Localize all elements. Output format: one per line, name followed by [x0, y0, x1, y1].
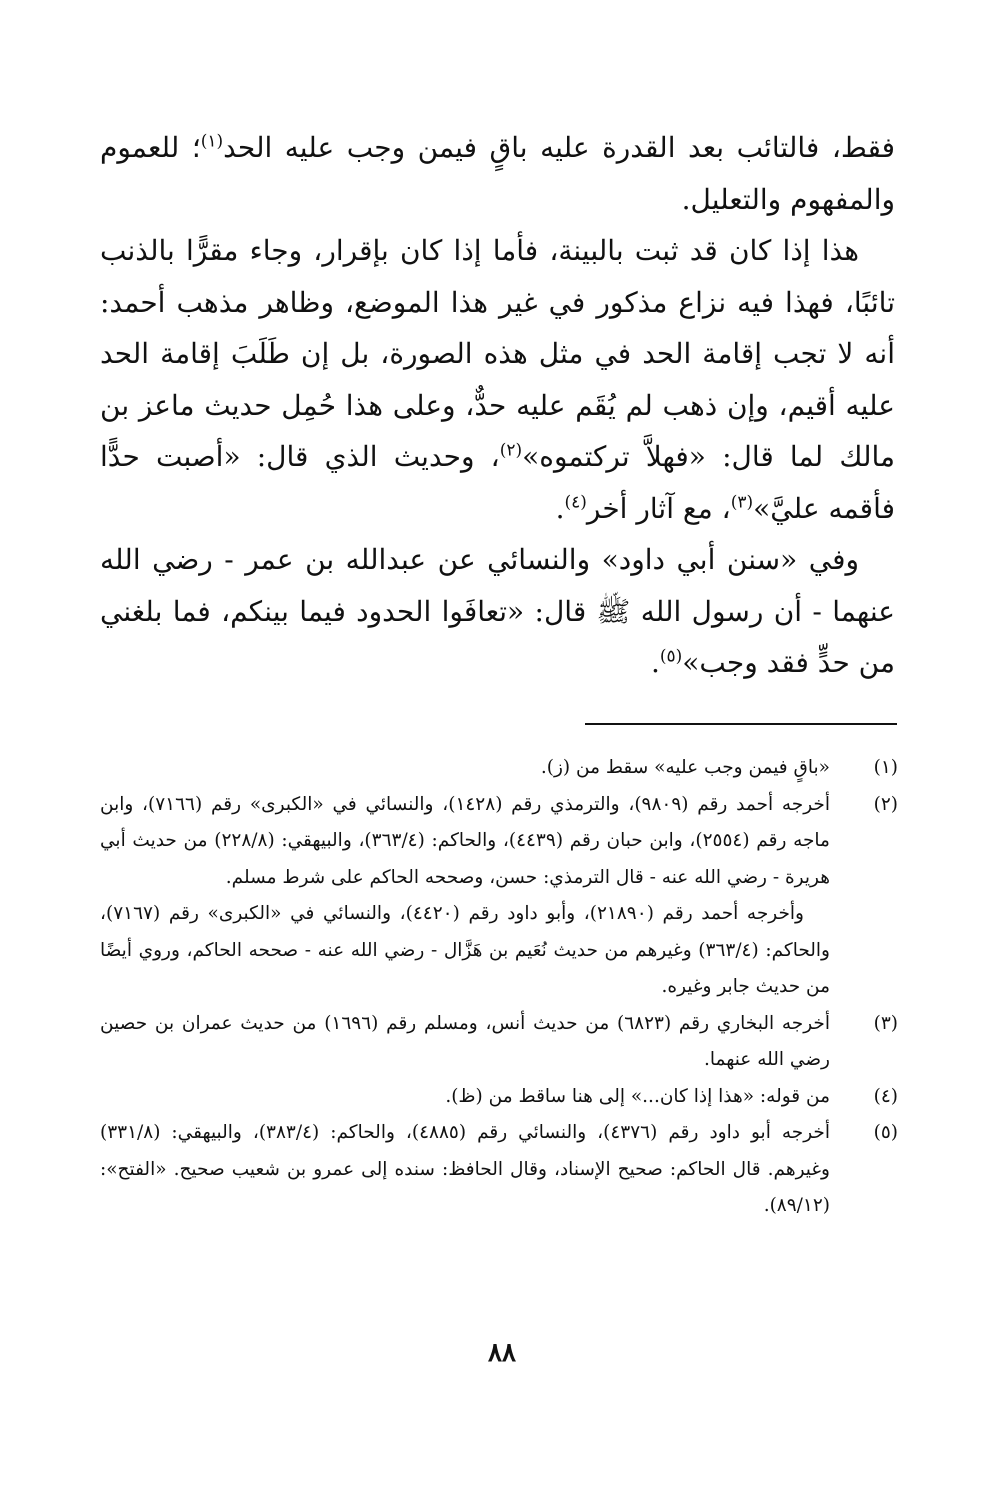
footnote-number: (٣)	[873, 1012, 898, 1034]
footnote-text: أخرجه أحمد رقم (٩٨٠٩)، والترمذي رقم (١٤٢٨)، والنسائي في «الكبرى» رقم (٧١٦٦)، وابن ماجه رقم (٢٥٥٤)، وابن حبان رقم (٤٤٣٩)، والحاكم: (٣٦٣/٤)، والبيهقي: (٢٢٨/٨) من حديث أبي هريرة - رضي الله عنه - قال الترمذي: حسن، وصححه الحاكم على شرط مسلم.	[100, 793, 830, 888]
text-span: .	[650, 646, 660, 679]
text-span: فقط، فالتائب بعد القدرة عليه باقٍ فيمن وجب عليه الحد	[223, 131, 895, 164]
footnote-5	[100, 1115, 898, 1225]
footnote-body	[100, 787, 830, 1006]
footnotes	[100, 750, 898, 1225]
footnote-2	[100, 787, 898, 1006]
footnote-4	[100, 1079, 898, 1116]
text-span: ؛ للعموم والمفهوم والتعليل.	[100, 131, 895, 216]
footnote-number: (٥)	[873, 1122, 898, 1143]
footnote-ref[interactable]: (٤)	[564, 492, 587, 513]
footnote-number: (٢)	[873, 793, 898, 815]
footnote-3	[100, 1006, 898, 1079]
footnote-number: (١)	[873, 757, 898, 778]
paragraph-2	[100, 225, 895, 534]
footnote-number: (٤)	[873, 1085, 898, 1107]
footnote-separator	[585, 723, 897, 725]
footnote-ref[interactable]: (١)	[200, 131, 224, 152]
text-span: هذا إذا كان قد ثبت بالبينة، فأما إذا كان بإقرار، وجاء مقرًّا بالذنب تائبًا، فهذا فيه نزاع مذكور في غير هذا الموضع، وظاهر مذهب أحمد: أنه لا تجب إقامة الحد في مثل هذه الصورة، بل إن طَلَبَ إقامة الحد عليه أقيم، وإن ذهب لم يُقَم عليه حدٌّ، وعلى هذا حُمِل حديث ماعز بن مالك لما قال: «فهلاَّ تركتموه»	[100, 234, 896, 473]
footnote-text: أخرجه أبو داود رقم (٤٣٧٦)، والنسائي رقم (٤٨٨٥)، والحاكم: (٣٨٣/٤)، والبيهقي: (٣٣١/٨) وغيرهم. قال الحاكم: صحيح الإسناد، وقال الحافظ: سنده إلى عمرو بن شعيب صحيح. «الفتح»: (٨٩/١٢).	[100, 1122, 830, 1216]
footnote-text: «باقٍ فيمن وجب عليه» سقط من (ز).	[540, 757, 830, 778]
main-text	[100, 122, 895, 689]
footnote-ref[interactable]: (٣)	[730, 492, 754, 513]
footnote-text: أخرجه البخاري رقم (٦٨٢٣) من حديث أنس، ومسلم رقم (١٦٩٦) من حديث عمران بن حصين رضي الله عنهما.	[100, 1012, 830, 1070]
footnote-text: من قوله: «هذا إذا كان...» إلى هنا ساقط من (ظ).	[445, 1085, 830, 1107]
paragraph-1	[100, 122, 895, 225]
page-number: ٨٨	[488, 1338, 516, 1368]
text-span: ، مع آثار أخر	[586, 491, 731, 525]
footnote-continuation: وأخرجه أحمد رقم (٢١٨٩٠)، وأبو داود رقم (٤٤٢٠)، والنسائي في «الكبرى» رقم (٧١٦٧)، والحاكم: (٣٦٣/٤) وغيرهم من حديث نُعَيم بن هَزَّال - رضي الله عنه - صححه الحاكم، وروي أيضًا من حديث جابر وغيره.	[100, 903, 830, 997]
paragraph-3	[100, 534, 895, 689]
text-span: .	[555, 491, 565, 525]
text-span: وفي «سنن أبي داود» والنسائي عن عبدالله بن عمر - رضي الله عنهما - أن رسول الله ﷺ قال: «تعافَوا الحدود فيما بينكم، فما بلغني من حدٍّ فقد وجب»	[100, 543, 895, 679]
text-span: ، وحديث الذي قال: «أصبت حدًّا فأقمه عليَّ»	[100, 440, 895, 525]
footnote-ref[interactable]: (٢)	[499, 440, 523, 461]
footnote-ref[interactable]: (٥)	[659, 646, 683, 667]
footnote-1	[100, 750, 898, 787]
